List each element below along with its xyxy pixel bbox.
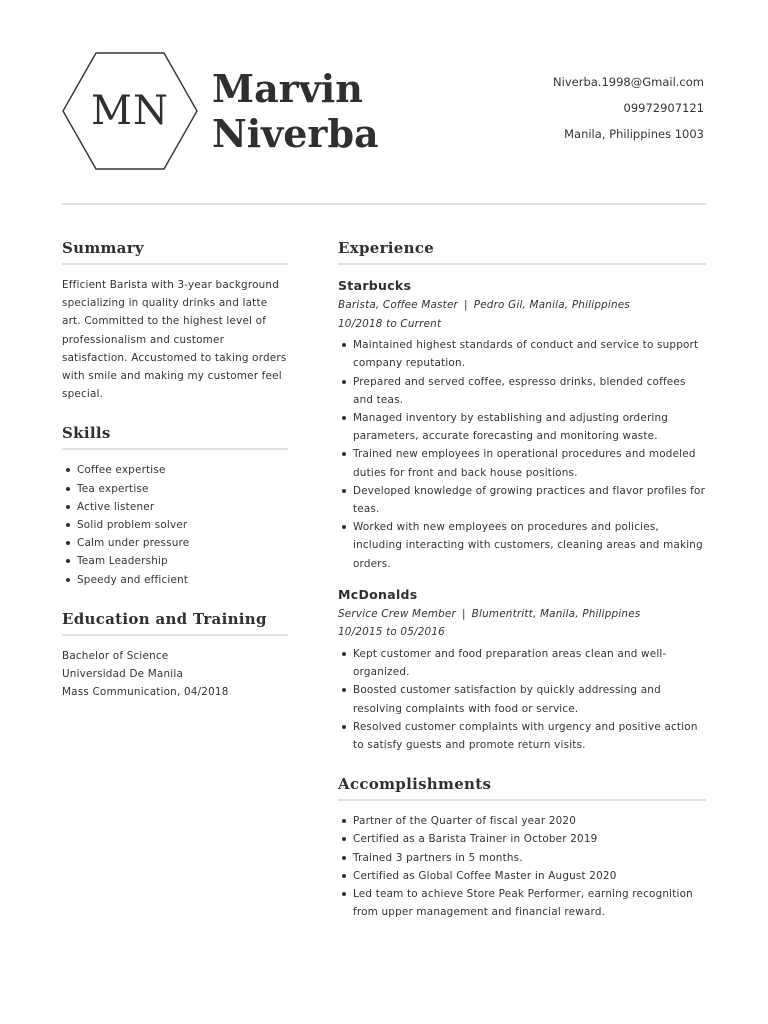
job-meta: Barista, Coffee Master | Pedro Gil, Manila, Philippines (338, 299, 630, 311)
candidate-name (212, 66, 379, 156)
accomplishment-item: Certified as Global Coffee Master in August 2020 (338, 867, 706, 885)
job-meta: Service Crew Member | Blumentritt, Manila, Philippines (338, 607, 641, 620)
job-duty: Kept customer and food preparation areas clean and well-organized. (338, 645, 706, 681)
section-divider (338, 263, 706, 265)
skill-item: Coffee expertise (62, 461, 288, 479)
accomplishment-item: Trained 3 partners in 5 months. (338, 849, 706, 867)
accomplishments-section (338, 772, 706, 921)
education-field-date: Mass Communication, 04/2018 (62, 686, 229, 699)
right-column (338, 236, 706, 921)
first-name: Marvin (212, 66, 363, 111)
email-text: Niverba.1998@Gmail.com (553, 75, 704, 89)
accomplishment-item: Partner of the Quarter of fiscal year 2020 (338, 812, 706, 830)
job-dates: 10/2018 to Current (338, 317, 442, 330)
job-duty: Maintained highest standards of conduct and service to support company reputation. (338, 336, 706, 372)
summary-title: Summary (62, 239, 144, 257)
job-duty: Trained new employees in operational procedures and modeled duties for front and back house positions. (338, 445, 706, 481)
job-duty: Developed knowledge of growing practices and flavor profiles for teas. (338, 482, 706, 518)
job-duties-list (338, 645, 706, 754)
accomplishments-list (338, 812, 706, 921)
header-divider (62, 203, 706, 205)
job-location: Blumentritt, Manila, Philippines (471, 607, 641, 620)
education-degree: Bachelor of Science (62, 649, 169, 662)
section-divider (62, 263, 288, 265)
skill-item: Active listener (62, 498, 288, 516)
job-role: Barista, Coffee Master (338, 299, 459, 311)
accomplishments-title: Accomplishments (338, 775, 492, 794)
skills-list (62, 461, 288, 588)
experience-title: Experience (338, 239, 435, 257)
monogram-initials: MN (91, 88, 169, 134)
skill-item: Calm under pressure (62, 534, 288, 552)
job-duty: Resolved customer complaints with urgency and positive action to satisfy guests and promote return visits. (338, 718, 706, 754)
contact-info (553, 69, 704, 147)
job-duty: Prepared and served coffee, espresso drinks, blended coffees and teas. (338, 373, 706, 409)
education-section (62, 607, 288, 702)
job-duty: Boosted customer satisfaction by quickly addressing and resolving complaints with food or service. (338, 681, 706, 717)
summary-section (62, 236, 288, 403)
job-dates: 10/2015 to 05/2016 (338, 626, 445, 639)
job-role: Service Crew Member (338, 607, 456, 620)
summary-text: Efficient Barista with 3-year background specializing in quality drinks and latte art. Committed to the highest level of professionalism and customer satisfaction. Accustomed to taking orders with smile and making my customer feel special. (62, 279, 287, 401)
skill-item: Tea expertise (62, 480, 288, 498)
job-company: McDonalds (338, 586, 418, 602)
monogram-badge (62, 52, 198, 170)
skill-item: Solid problem solver (62, 516, 288, 534)
left-column (62, 236, 288, 701)
job-location: Pedro Gil, Manila, Philippines (473, 299, 630, 311)
skill-item: Speedy and efficient (62, 571, 288, 589)
skills-title: Skills (62, 424, 111, 443)
last-name: Niverba (212, 111, 379, 156)
job-duty: Managed inventory by establishing and adjusting ordering parameters, accurate forecasting and monitoring waste. (338, 409, 706, 445)
accomplishment-item: Certified as a Barista Trainer in October 2019 (338, 830, 706, 848)
experience-section (338, 236, 706, 754)
section-divider (62, 634, 288, 636)
skill-item: Team Leadership (62, 552, 288, 570)
job-duties-list (338, 336, 706, 573)
education-school: Universidad De Manila (62, 668, 184, 681)
phone-text: 09972907121 (623, 101, 704, 115)
section-divider (338, 799, 706, 801)
job-entry (338, 585, 706, 754)
accomplishment-item: Led team to achieve Store Peak Performer, earning recognition from upper management and financial reward. (338, 885, 706, 921)
job-duty: Worked with new employees on procedures and policies, including interacting with customers, cleaning areas and making orders. (338, 518, 706, 573)
education-title: Education and Training (62, 609, 267, 628)
job-entry (338, 276, 706, 573)
skills-section (62, 421, 288, 588)
job-company: Starbucks (338, 278, 412, 293)
location-text: Manila, Philippines 1003 (564, 127, 704, 141)
section-divider (62, 448, 288, 450)
